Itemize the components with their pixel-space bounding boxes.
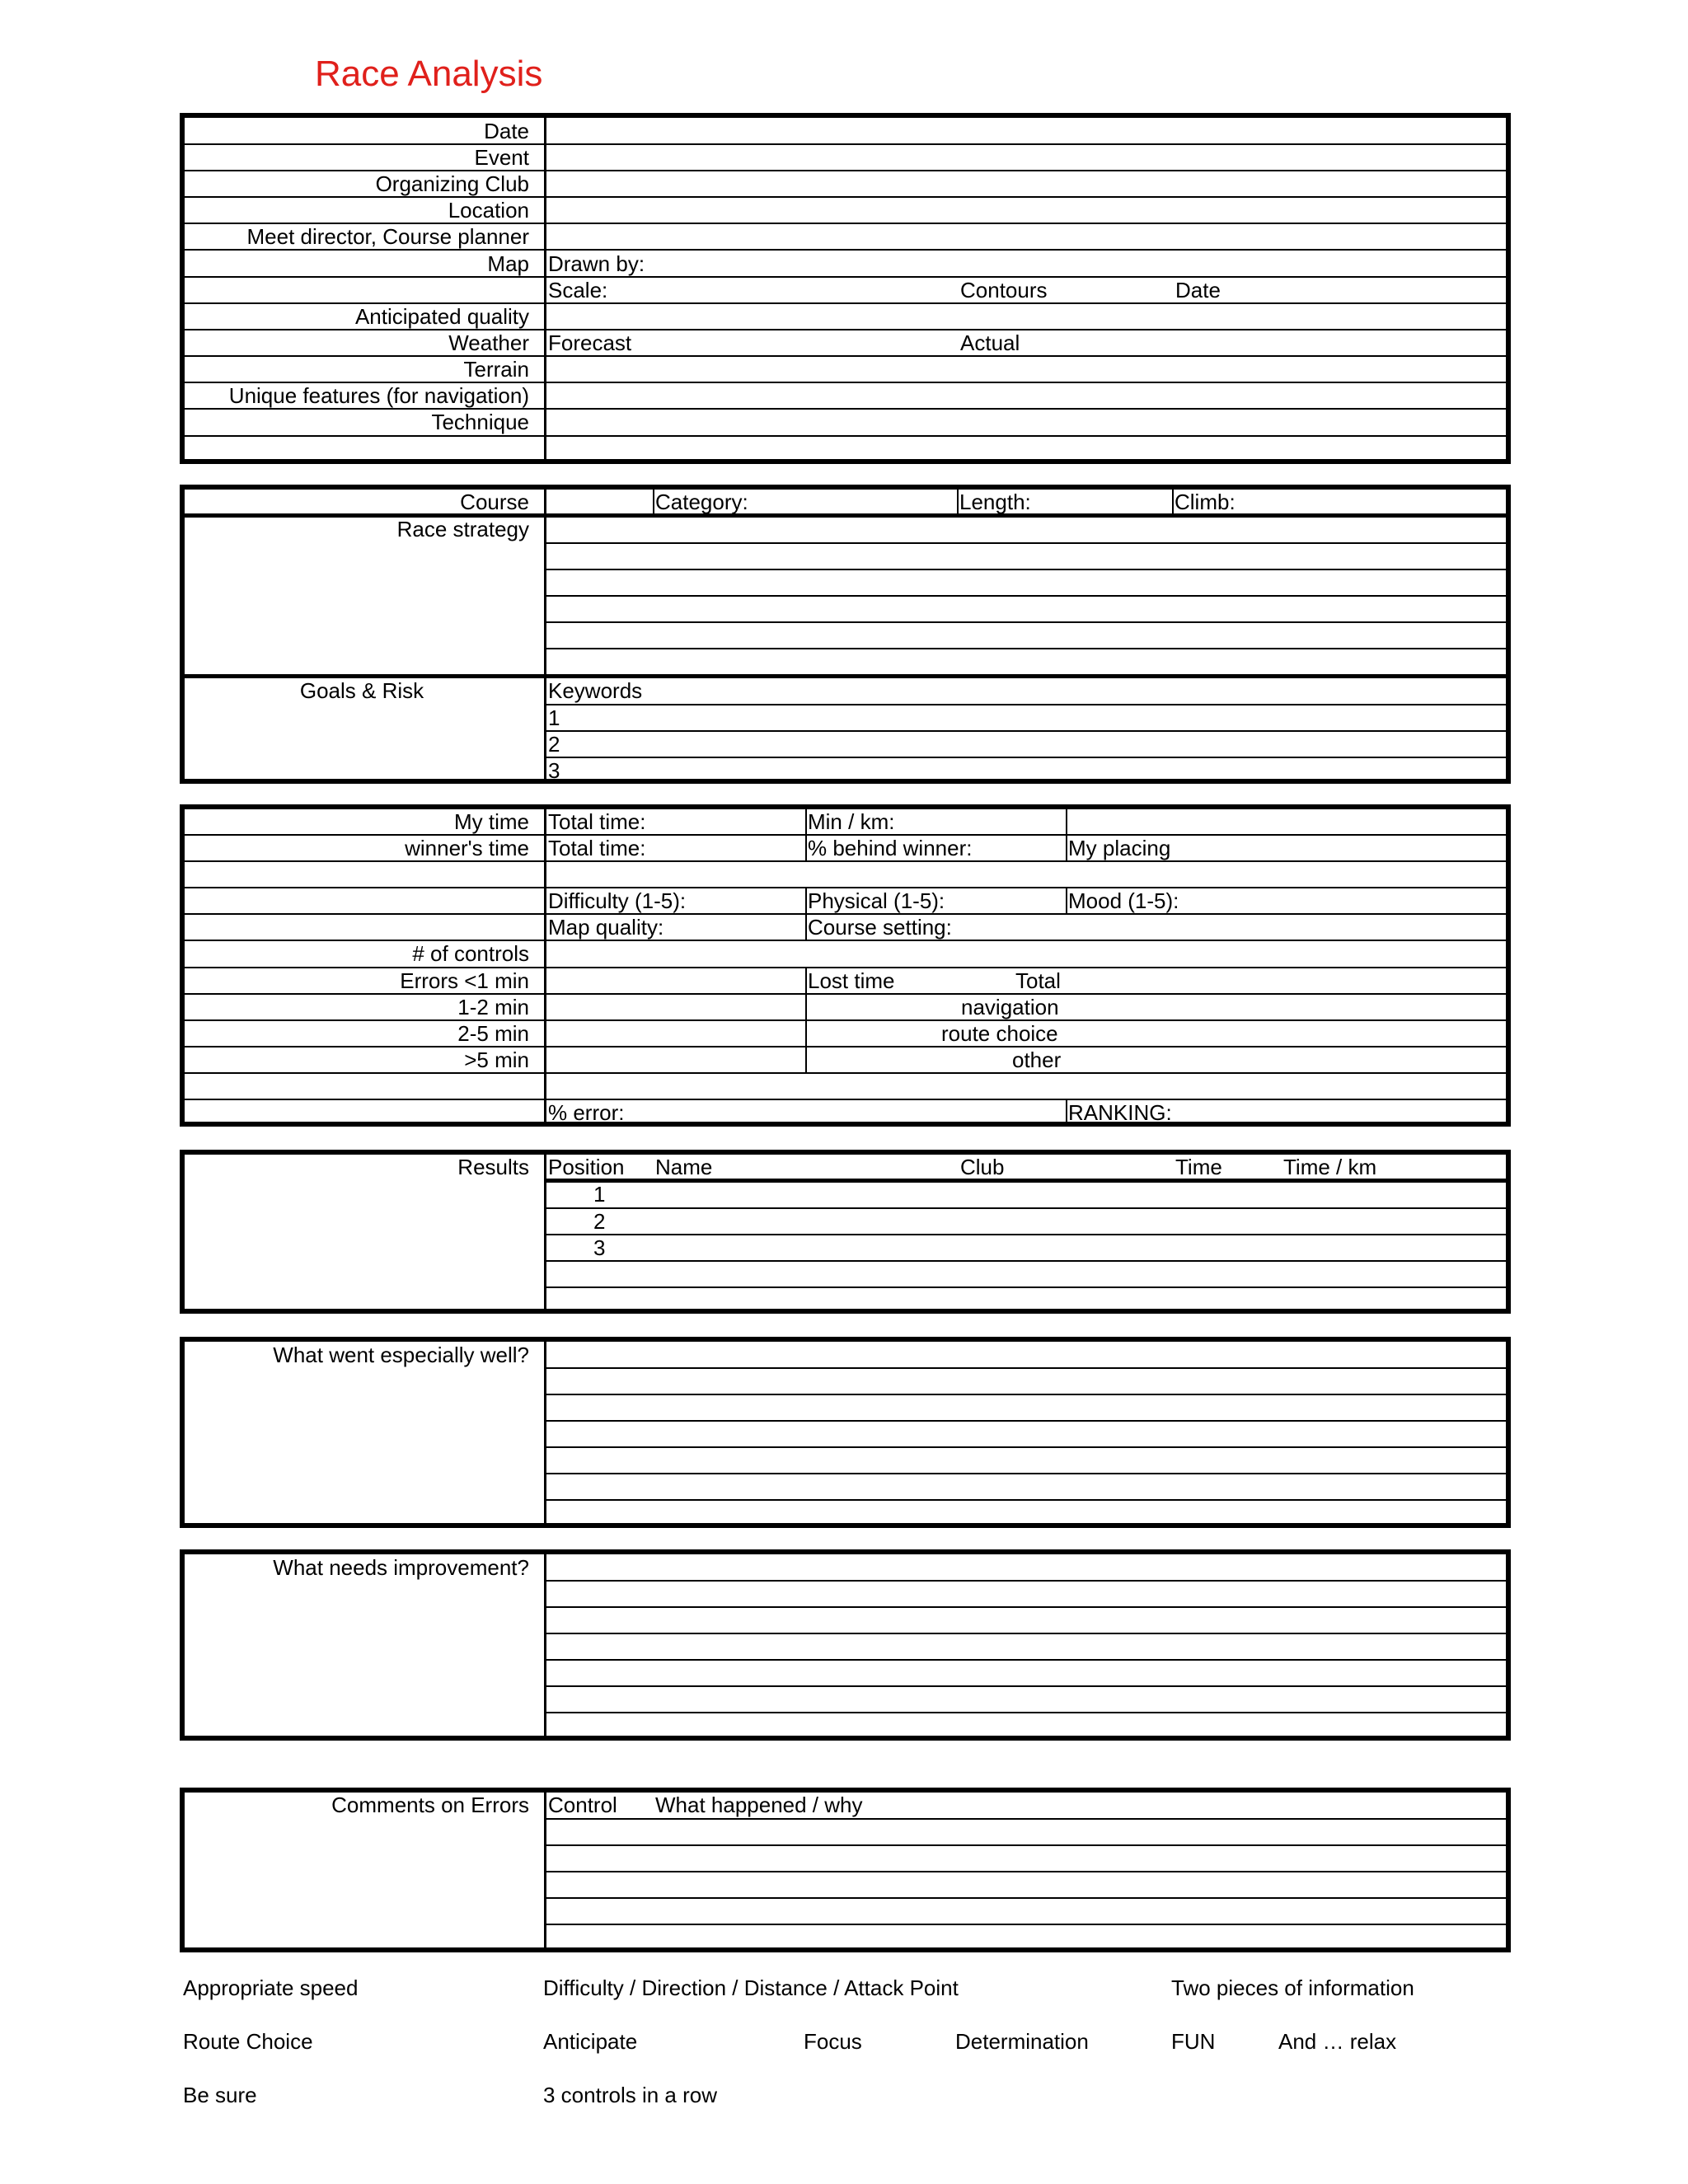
tip-three-controls: 3 controls in a row: [543, 2083, 717, 2107]
went-well-block: [180, 1337, 1511, 1528]
other-field: other: [1012, 1047, 1062, 1072]
row-line: [544, 648, 1506, 649]
difficulty-field: Difficulty (1-5):: [548, 888, 687, 913]
row-line: [544, 1473, 1506, 1474]
row-line: [544, 1207, 1506, 1209]
column-divider: [544, 1342, 546, 1523]
row-line: [544, 704, 1506, 705]
map-quality-field: Map quality:: [548, 915, 664, 940]
comments-errors-block: [180, 1788, 1511, 1952]
row-line: [544, 757, 1506, 758]
tip-relax: And … relax: [1278, 2029, 1397, 2054]
row-line: [544, 1897, 1506, 1899]
row-line: [544, 1924, 1506, 1925]
terrain-label: Terrain: [463, 357, 529, 382]
row-line: [185, 355, 1506, 357]
keyword-number: 2: [548, 732, 560, 757]
map-label: Map: [487, 251, 529, 276]
tip-be-sure: Be sure: [183, 2083, 257, 2107]
time-header: Time: [1175, 1155, 1222, 1179]
map-date-field: Date: [1175, 278, 1221, 302]
row-line: [544, 1818, 1506, 1820]
row-line: [544, 1394, 1506, 1395]
course-setting-field: Course setting:: [808, 915, 952, 940]
tip-two-pieces: Two pieces of information: [1171, 1975, 1414, 2000]
row-line: [544, 1871, 1506, 1872]
contours-field: Contours: [960, 278, 1048, 302]
row-line: [185, 1099, 1506, 1100]
results-block: [180, 1150, 1511, 1314]
category-field: Category:: [655, 490, 748, 514]
tip-anticipate: Anticipate: [543, 2029, 638, 2054]
row-line: [544, 1659, 1506, 1661]
tip-focus: Focus: [804, 2029, 862, 2054]
min-per-km-field: Min / km:: [808, 809, 895, 834]
my-time-label: My time: [454, 809, 529, 834]
row-line: [544, 1446, 1506, 1448]
ranking-field: RANKING:: [1068, 1100, 1172, 1125]
cell-line: [1172, 490, 1174, 513]
performance-block: [180, 804, 1511, 1127]
row-line: [544, 1499, 1506, 1501]
cell-line: [1066, 1099, 1067, 1127]
errors-2-5-label: 2-5 min: [457, 1021, 529, 1046]
column-divider: [544, 809, 546, 1122]
row-line: [544, 542, 1506, 544]
organizing-club-label: Organizing Club: [375, 171, 529, 196]
row-line: [544, 730, 1506, 732]
goals-risk-label: Goals & Risk: [299, 678, 424, 703]
cell-line: [1066, 887, 1067, 913]
row-line: [185, 143, 1506, 145]
row-line: [544, 1606, 1506, 1608]
route-choice-field: route choice: [941, 1021, 1058, 1046]
club-header: Club: [960, 1155, 1005, 1179]
tip-fun: FUN: [1171, 2029, 1216, 2054]
tip-appropriate-speed: Appropriate speed: [183, 1975, 359, 2000]
cell-line: [805, 967, 807, 1072]
length-field: Length:: [959, 490, 1031, 514]
errors-1-2-label: 1-2 min: [457, 995, 529, 1019]
row-line: [544, 1286, 1506, 1288]
result-position: 1: [593, 1182, 606, 1207]
row-line: [185, 513, 1506, 518]
row-line: [544, 1633, 1506, 1634]
row-line: [185, 435, 1506, 437]
behind-winner-field: % behind winner:: [808, 836, 973, 860]
improvement-label: What needs improvement?: [273, 1555, 529, 1580]
keyword-number: 3: [548, 758, 560, 783]
cell-line: [805, 809, 807, 860]
errors-gt5-label: >5 min: [464, 1047, 529, 1072]
row-line: [544, 595, 1506, 597]
row-line: [544, 569, 1506, 570]
row-line: [544, 1234, 1506, 1235]
weather-label: Weather: [448, 330, 529, 355]
row-line: [544, 1844, 1506, 1846]
unique-features-label: Unique features (for navigation): [228, 383, 529, 408]
row-line: [544, 1367, 1506, 1369]
physical-field: Physical (1-5):: [808, 888, 945, 913]
what-happened-header: What happened / why: [655, 1793, 863, 1817]
race-strategy-label: Race strategy: [396, 517, 529, 541]
row-line: [185, 276, 1506, 278]
row-line: [544, 1260, 1506, 1262]
event-info-block: [180, 113, 1511, 464]
total-field: Total: [1015, 968, 1061, 993]
control-header: Control: [548, 1793, 617, 1817]
row-line: [185, 1019, 1506, 1021]
tip-determination: Determination: [955, 2029, 1089, 2054]
result-position: 2: [593, 1209, 606, 1234]
errors-lt1-label: Errors <1 min: [400, 968, 529, 993]
results-label: Results: [457, 1155, 529, 1179]
date-label: Date: [484, 119, 529, 143]
row-line: [544, 1685, 1506, 1687]
num-controls-label: # of controls: [412, 941, 529, 966]
location-label: Location: [448, 198, 529, 223]
cell-line: [653, 490, 654, 513]
row-line: [544, 1712, 1506, 1713]
page-title: Race Analysis: [315, 54, 543, 94]
row-line: [544, 1580, 1506, 1582]
cell-line: [805, 887, 807, 940]
meet-director-label: Meet director, Course planner: [246, 224, 529, 249]
navigation-field: navigation: [961, 995, 1059, 1019]
anticipated-quality-label: Anticipated quality: [354, 304, 529, 329]
lost-time-field: Lost time: [808, 968, 895, 993]
cell-line: [1066, 809, 1067, 860]
keyword-number: 1: [548, 705, 560, 730]
keywords-header: Keywords: [548, 678, 643, 703]
forecast-field: Forecast: [548, 330, 632, 355]
pct-error-field: % error:: [548, 1100, 625, 1125]
climb-field: Climb:: [1175, 490, 1236, 514]
comments-errors-label: Comments on Errors: [331, 1793, 529, 1817]
winner-total-time-field: Total time:: [548, 836, 646, 860]
mood-field: Mood (1-5):: [1068, 888, 1179, 913]
row-line: [185, 1046, 1506, 1047]
course-label: Course: [460, 490, 529, 514]
went-well-label: What went especially well?: [273, 1343, 529, 1367]
tip-difficulty-direction: Difficulty / Direction / Distance / Attack Point: [543, 1975, 959, 2000]
improvement-block: [180, 1549, 1511, 1741]
technique-label: Technique: [431, 410, 529, 434]
drawn-by-field: Drawn by:: [548, 251, 645, 276]
scale-field: Scale:: [548, 278, 608, 302]
position-header: Position: [548, 1155, 625, 1179]
row-line: [185, 1072, 1506, 1074]
row-line: [544, 1420, 1506, 1422]
name-header: Name: [655, 1155, 713, 1179]
actual-field: Actual: [960, 330, 1020, 355]
row-line: [544, 621, 1506, 623]
result-position: 3: [593, 1235, 606, 1260]
column-divider: [544, 490, 546, 779]
course-block: [180, 485, 1511, 784]
total-time-field: Total time:: [548, 809, 646, 834]
winners-time-label: winner's time: [405, 836, 529, 860]
cell-line: [957, 490, 959, 513]
event-label: Event: [474, 145, 529, 170]
my-placing-field: My placing: [1068, 836, 1171, 860]
tip-route-choice: Route Choice: [183, 2029, 313, 2054]
time-per-km-header: Time / km: [1283, 1155, 1377, 1179]
column-divider: [544, 1554, 546, 1736]
